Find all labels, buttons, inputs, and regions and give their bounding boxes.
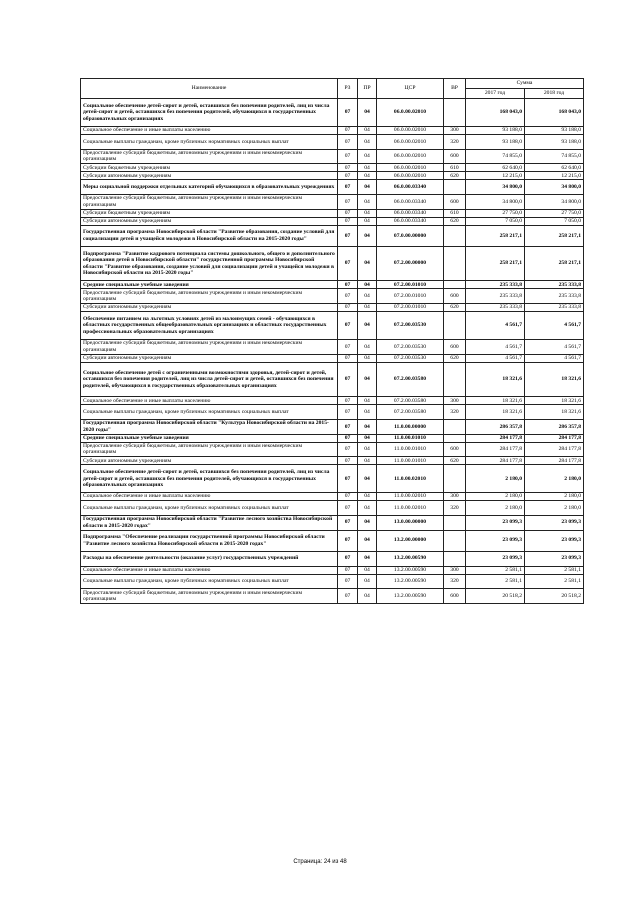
cell-sum-2017: 284 177,8 [466,457,525,465]
cell-rz: 07 [338,99,358,127]
table-row [81,530,584,551]
cell-sum-2017: 23 099,3 [466,551,525,566]
cell-name: Предоставление субсидий бюджетным, автономным учреждениям и иным некоммерческим организациям [81,289,338,304]
cell-name: Предоставление субсидий бюджетным, автономным учреждениям и иным некоммерческим организациям [81,589,338,604]
table-row [81,362,584,397]
header-vr: ВР [444,79,466,99]
cell-rz: 07 [338,281,358,289]
cell-rz: 07 [338,289,358,304]
cell-pr: 04 [358,515,377,530]
cell-pr: 04 [358,397,377,405]
cell-sum-2017: 284 177,8 [466,442,525,457]
cell-name: Субсидии автономным учреждениям [81,172,338,180]
table-row [81,465,584,493]
cell-sum-2017: 93 188,0 [466,126,525,134]
cell-sum-2018: 12 215,0 [525,172,584,180]
cell-name: Субсидии бюджетным учреждениям [81,209,338,217]
cell-pr: 04 [358,246,377,281]
header-pr: ПР [358,79,377,99]
cell-sum-2018: 23 099,3 [525,515,584,530]
cell-rz: 07 [338,209,358,217]
cell-sum-2018: 34 800,0 [525,180,584,195]
cell-vr: 610 [444,164,466,172]
cell-pr: 04 [358,126,377,134]
table-row [81,457,584,465]
cell-vr: 600 [444,589,466,604]
table-row [81,589,584,604]
cell-pr: 04 [358,551,377,566]
cell-pr: 04 [358,225,377,246]
cell-pr: 04 [358,281,377,289]
cell-name: Субсидии автономным учреждениям [81,304,338,312]
cell-csr: 07.2.00.00000 [377,246,444,281]
cell-vr: 600 [444,442,466,457]
cell-csr: 06.0.00.03340 [377,180,444,195]
cell-pr: 04 [358,419,377,434]
cell-rz: 07 [338,194,358,209]
cell-rz: 07 [338,340,358,355]
cell-vr [444,551,466,566]
cell-sum-2018: 34 800,0 [525,194,584,209]
cell-sum-2017: 286 357,8 [466,419,525,434]
cell-rz: 07 [338,304,358,312]
cell-sum-2018: 18 321,6 [525,405,584,420]
cell-vr [444,225,466,246]
cell-pr: 04 [358,457,377,465]
cell-name: Субсидии автономным учреждениям [81,457,338,465]
cell-pr: 04 [358,304,377,312]
cell-sum-2017: 93 188,0 [466,134,525,149]
cell-csr: 07.2.00.03530 [377,312,444,340]
header-sum: Сумма [466,79,584,89]
cell-sum-2018: 168 043,0 [525,99,584,127]
table-row [81,246,584,281]
cell-rz: 07 [338,589,358,604]
cell-sum-2017: 7 050,0 [466,217,525,225]
cell-name: Субсидии бюджетным учреждениям [81,164,338,172]
cell-pr: 04 [358,172,377,180]
table-row [81,289,584,304]
cell-vr [444,465,466,493]
cell-vr: 320 [444,574,466,589]
cell-csr: 11.0.00.01010 [377,457,444,465]
cell-name: Меры социальной поддержки отдельных категорий обучающихся в образовательных учреждениях [81,180,338,195]
cell-rz: 07 [338,574,358,589]
cell-csr: 07.2.00.01010 [377,304,444,312]
cell-vr: 320 [444,405,466,420]
cell-name: Социальное обеспечение детей-сирот и детей, оставшихся без попечения родителей, лиц из числа детей-сирот и детей, оставшихся без попечения родителей, обучающихся в государственных образовательных организациях [81,465,338,493]
table-row [81,281,584,289]
table-row [81,172,584,180]
cell-csr: 06.0.00.03340 [377,209,444,217]
cell-name: Средние специальные учебные заведения [81,281,338,289]
cell-sum-2017: 23 099,3 [466,515,525,530]
cell-name: Социальные выплаты гражданам, кроме публичных нормативных социальных выплат [81,405,338,420]
cell-csr: 11.0.00.00000 [377,419,444,434]
cell-rz: 07 [338,172,358,180]
cell-vr [444,362,466,397]
cell-name: Предоставление субсидий бюджетным, автономным учреждениям и иным некоммерческим организациям [81,340,338,355]
cell-rz: 07 [338,457,358,465]
table-row [81,126,584,134]
cell-sum-2017: 2 180,0 [466,465,525,493]
cell-name: Социальные выплаты гражданам, кроме публичных нормативных социальных выплат [81,501,338,516]
table-row [81,225,584,246]
cell-pr: 04 [358,134,377,149]
cell-rz: 07 [338,180,358,195]
cell-name: Субсидии автономным учреждениям [81,354,338,362]
cell-csr: 07.2.00.03580 [377,397,444,405]
cell-rz: 07 [338,134,358,149]
table-row [81,354,584,362]
cell-vr [444,312,466,340]
cell-sum-2018: 74 855,0 [525,149,584,164]
cell-rz: 07 [338,149,358,164]
cell-sum-2017: 4 561,7 [466,340,525,355]
cell-name: Социальные выплаты гражданам, кроме публичных нормативных социальных выплат [81,134,338,149]
table-row [81,493,584,501]
cell-sum-2018: 7 050,0 [525,217,584,225]
cell-name: Социальное обеспечение детей-сирот и детей, оставшихся без попечения родителей, лиц из числа детей-сирот и детей, оставшихся без попечения родителей, обучающихся в государственных образовательных организациях [81,99,338,127]
cell-sum-2017: 74 855,0 [466,149,525,164]
cell-rz: 07 [338,465,358,493]
cell-sum-2017: 4 561,7 [466,312,525,340]
cell-name: Социальное обеспечение и иные выплаты населению [81,493,338,501]
cell-sum-2017: 34 800,0 [466,180,525,195]
cell-sum-2017: 168 043,0 [466,99,525,127]
cell-sum-2018: 2 180,0 [525,493,584,501]
table-body [81,99,584,604]
cell-csr: 13.2.00.00590 [377,551,444,566]
cell-csr: 07.2.00.03580 [377,405,444,420]
table-row [81,149,584,164]
cell-sum-2017: 20 518,2 [466,589,525,604]
cell-vr: 600 [444,149,466,164]
cell-rz: 07 [338,442,358,457]
cell-pr: 04 [358,312,377,340]
cell-pr: 04 [358,340,377,355]
cell-rz: 07 [338,397,358,405]
cell-sum-2018: 2 180,0 [525,501,584,516]
cell-rz: 07 [338,312,358,340]
cell-sum-2018: 258 217,1 [525,246,584,281]
table-row [81,217,584,225]
cell-sum-2018: 62 640,0 [525,164,584,172]
cell-name: Предоставление субсидий бюджетным, автономным учреждениям и иным некоммерческим организациям [81,194,338,209]
table-row [81,405,584,420]
cell-name: Социальные выплаты гражданам, кроме публичных нормативных социальных выплат [81,574,338,589]
cell-name: Государственная программа Новосибирской области "Развитие образования, создание условий для социализации детей и учащейся молодежи в Новосибирской области на 2015-2020 годы" [81,225,338,246]
cell-vr [444,434,466,442]
cell-sum-2018: 93 188,0 [525,134,584,149]
cell-csr: 11.0.00.01010 [377,442,444,457]
cell-sum-2018: 20 518,2 [525,589,584,604]
cell-sum-2017: 235 333,8 [466,304,525,312]
cell-vr [444,515,466,530]
cell-pr: 04 [358,405,377,420]
cell-sum-2017: 34 800,0 [466,194,525,209]
cell-rz: 07 [338,126,358,134]
cell-sum-2017: 284 177,8 [466,434,525,442]
cell-vr: 300 [444,493,466,501]
cell-rz: 07 [338,530,358,551]
cell-csr: 07.2.00.01010 [377,281,444,289]
cell-csr: 13.2.00.00000 [377,530,444,551]
cell-sum-2018: 286 357,8 [525,419,584,434]
header-rz: РЗ [338,79,358,99]
cell-rz: 07 [338,217,358,225]
table-row [81,164,584,172]
cell-pr: 04 [358,180,377,195]
table-row [81,340,584,355]
cell-sum-2017: 18 321,6 [466,405,525,420]
cell-csr: 11.0.00.02010 [377,493,444,501]
header-2018: 2018 год [525,89,584,99]
table-row [81,434,584,442]
cell-name: Предоставление субсидий бюджетным, автономным учреждениям и иным некоммерческим организациям [81,442,338,457]
cell-pr: 04 [358,164,377,172]
cell-sum-2017: 23 099,3 [466,530,525,551]
table-row [81,209,584,217]
cell-csr: 07.2.00.03530 [377,340,444,355]
cell-sum-2018: 4 561,7 [525,340,584,355]
cell-rz: 07 [338,225,358,246]
cell-csr: 06.0.00.02010 [377,99,444,127]
cell-sum-2017: 2 581,1 [466,574,525,589]
cell-sum-2018: 284 177,8 [525,442,584,457]
cell-rz: 07 [338,246,358,281]
cell-csr: 06.0.00.02010 [377,164,444,172]
cell-sum-2018: 23 099,3 [525,530,584,551]
cell-sum-2017: 4 561,7 [466,354,525,362]
cell-sum-2017: 2 180,0 [466,501,525,516]
cell-sum-2018: 235 333,8 [525,281,584,289]
cell-pr: 04 [358,530,377,551]
table-row [81,551,584,566]
cell-vr: 300 [444,126,466,134]
table-row [81,134,584,149]
cell-name: Обеспечение питанием на льготных условиях детей из малоимущих семей - обучающихся в областных государственных общеобразовательных организациях и областных государственных профессиональных образовательных организациях [81,312,338,340]
cell-vr: 620 [444,217,466,225]
table-row [81,194,584,209]
cell-vr [444,180,466,195]
cell-csr: 06.0.00.03340 [377,194,444,209]
cell-name: Государственная программа Новосибирской области "Развитие лесного хозяйства Новосибирской области в 2015-2020 годах" [81,515,338,530]
cell-vr: 600 [444,194,466,209]
cell-vr: 620 [444,172,466,180]
cell-name: Расходы на обеспечение деятельности (оказание услуг) государственных учреждений [81,551,338,566]
cell-sum-2018: 258 217,1 [525,225,584,246]
table-row [81,501,584,516]
cell-name: Социальное обеспечение и иные выплаты населению [81,397,338,405]
cell-name: Предоставление субсидий бюджетным, автономным учреждениям и иным некоммерческим организациям [81,149,338,164]
cell-sum-2017: 18 321,6 [466,397,525,405]
table-row [81,99,584,127]
cell-vr [444,99,466,127]
cell-sum-2018: 18 321,6 [525,362,584,397]
cell-csr: 07.0.00.00000 [377,225,444,246]
cell-csr: 06.0.00.02010 [377,126,444,134]
cell-vr: 320 [444,501,466,516]
cell-pr: 04 [358,217,377,225]
cell-sum-2018: 235 333,8 [525,289,584,304]
cell-vr: 620 [444,457,466,465]
cell-rz: 07 [338,551,358,566]
cell-sum-2018: 2 180,0 [525,465,584,493]
cell-name: Государственная программа Новосибирской области "Культура Новосибирской области на 2015-2020 годы" [81,419,338,434]
table-row [81,566,584,574]
cell-vr: 320 [444,134,466,149]
table-row [81,574,584,589]
cell-csr: 06.0.00.02010 [377,149,444,164]
cell-csr: 13.2.00.00590 [377,574,444,589]
cell-pr: 04 [358,362,377,397]
cell-csr: 06.0.00.02010 [377,172,444,180]
cell-rz: 07 [338,405,358,420]
cell-sum-2018: 284 177,8 [525,434,584,442]
cell-sum-2017: 258 217,1 [466,225,525,246]
cell-pr: 04 [358,194,377,209]
cell-csr: 11.0.00.02010 [377,465,444,493]
table-row [81,304,584,312]
cell-sum-2017: 235 333,8 [466,281,525,289]
table-row [81,442,584,457]
cell-pr: 04 [358,493,377,501]
budget-table [80,78,584,604]
cell-sum-2018: 235 333,8 [525,304,584,312]
cell-pr: 04 [358,442,377,457]
cell-pr: 04 [358,566,377,574]
table-row [81,180,584,195]
cell-rz: 07 [338,515,358,530]
cell-vr: 610 [444,209,466,217]
cell-vr [444,530,466,551]
cell-pr: 04 [358,434,377,442]
cell-csr: 07.2.00.01010 [377,289,444,304]
cell-sum-2018: 27 750,0 [525,209,584,217]
cell-vr: 600 [444,289,466,304]
cell-sum-2017: 18 321,6 [466,362,525,397]
cell-csr: 13.2.00.00590 [377,589,444,604]
table-row [81,419,584,434]
cell-sum-2018: 2 581,1 [525,574,584,589]
cell-csr: 07.2.00.03580 [377,362,444,397]
cell-pr: 04 [358,209,377,217]
cell-sum-2018: 4 561,7 [525,354,584,362]
cell-vr: 620 [444,354,466,362]
cell-rz: 07 [338,434,358,442]
page-number: Страница: 24 из 48 [293,859,347,865]
table-row [81,515,584,530]
cell-vr [444,419,466,434]
cell-rz: 07 [338,362,358,397]
cell-pr: 04 [358,501,377,516]
cell-name: Средние специальные учебные заведения [81,434,338,442]
cell-sum-2018: 93 188,0 [525,126,584,134]
cell-sum-2017: 235 333,8 [466,289,525,304]
cell-sum-2017: 258 217,1 [466,246,525,281]
cell-name: Подпрограмма "Обеспечение реализации государственной программы Новосибирской области "Развитие лесного хозяйства Новосибирской области в 2015-2020 годах" [81,530,338,551]
cell-pr: 04 [358,289,377,304]
cell-sum-2018: 18 321,6 [525,397,584,405]
cell-sum-2017: 12 215,0 [466,172,525,180]
cell-vr [444,246,466,281]
cell-sum-2017: 27 750,0 [466,209,525,217]
cell-pr: 04 [358,589,377,604]
cell-csr: 13.0.00.00000 [377,515,444,530]
cell-sum-2018: 4 561,7 [525,312,584,340]
cell-vr: 620 [444,304,466,312]
cell-csr: 06.0.00.03340 [377,217,444,225]
cell-pr: 04 [358,465,377,493]
header-2017: 2017 год [466,89,525,99]
cell-name: Социальное обеспечение и иные выплаты населению [81,126,338,134]
cell-rz: 07 [338,164,358,172]
cell-rz: 07 [338,501,358,516]
cell-csr: 11.0.00.02010 [377,501,444,516]
cell-rz: 07 [338,566,358,574]
cell-sum-2017: 2 581,1 [466,566,525,574]
cell-csr: 06.0.00.02010 [377,134,444,149]
cell-rz: 07 [338,493,358,501]
cell-sum-2017: 2 180,0 [466,493,525,501]
cell-csr: 11.0.00.01010 [377,434,444,442]
cell-pr: 04 [358,574,377,589]
header-csr: ЦСР [377,79,444,99]
cell-name: Субсидии автономным учреждениям [81,217,338,225]
cell-vr: 600 [444,340,466,355]
table-row [81,312,584,340]
cell-pr: 04 [358,99,377,127]
cell-name: Социальное обеспечение детей с ограниченными возможностями здоровья, детей-сирот и детей, оставшихся без попечения родителей, лиц из числа детей-сирот и детей, оставшихся без попечения родителей, обучающихся в государственных образовательных организациях [81,362,338,397]
cell-vr: 300 [444,566,466,574]
cell-csr: 07.2.00.03530 [377,354,444,362]
header-name: Наименование [81,79,338,99]
table-row [81,397,584,405]
cell-name: Социальное обеспечение и иные выплаты населению [81,566,338,574]
cell-csr: 13.2.00.00590 [377,566,444,574]
cell-name: Подпрограмма "Развитие кадрового потенциала системы дошкольного, общего и дополнительного образования детей в Новосибирской области" государственной программы Новосибирской области "Развитие образования, создание условий для социализации детей и учащейся молодежи в Новосибирской области на 2015-2020 годы" [81,246,338,281]
cell-vr [444,281,466,289]
cell-sum-2018: 23 099,3 [525,551,584,566]
cell-sum-2018: 284 177,8 [525,457,584,465]
cell-pr: 04 [358,354,377,362]
cell-vr: 300 [444,397,466,405]
cell-sum-2018: 2 581,1 [525,566,584,574]
cell-rz: 07 [338,354,358,362]
table-header [81,79,584,99]
cell-sum-2017: 62 640,0 [466,164,525,172]
cell-rz: 07 [338,419,358,434]
cell-pr: 04 [358,149,377,164]
